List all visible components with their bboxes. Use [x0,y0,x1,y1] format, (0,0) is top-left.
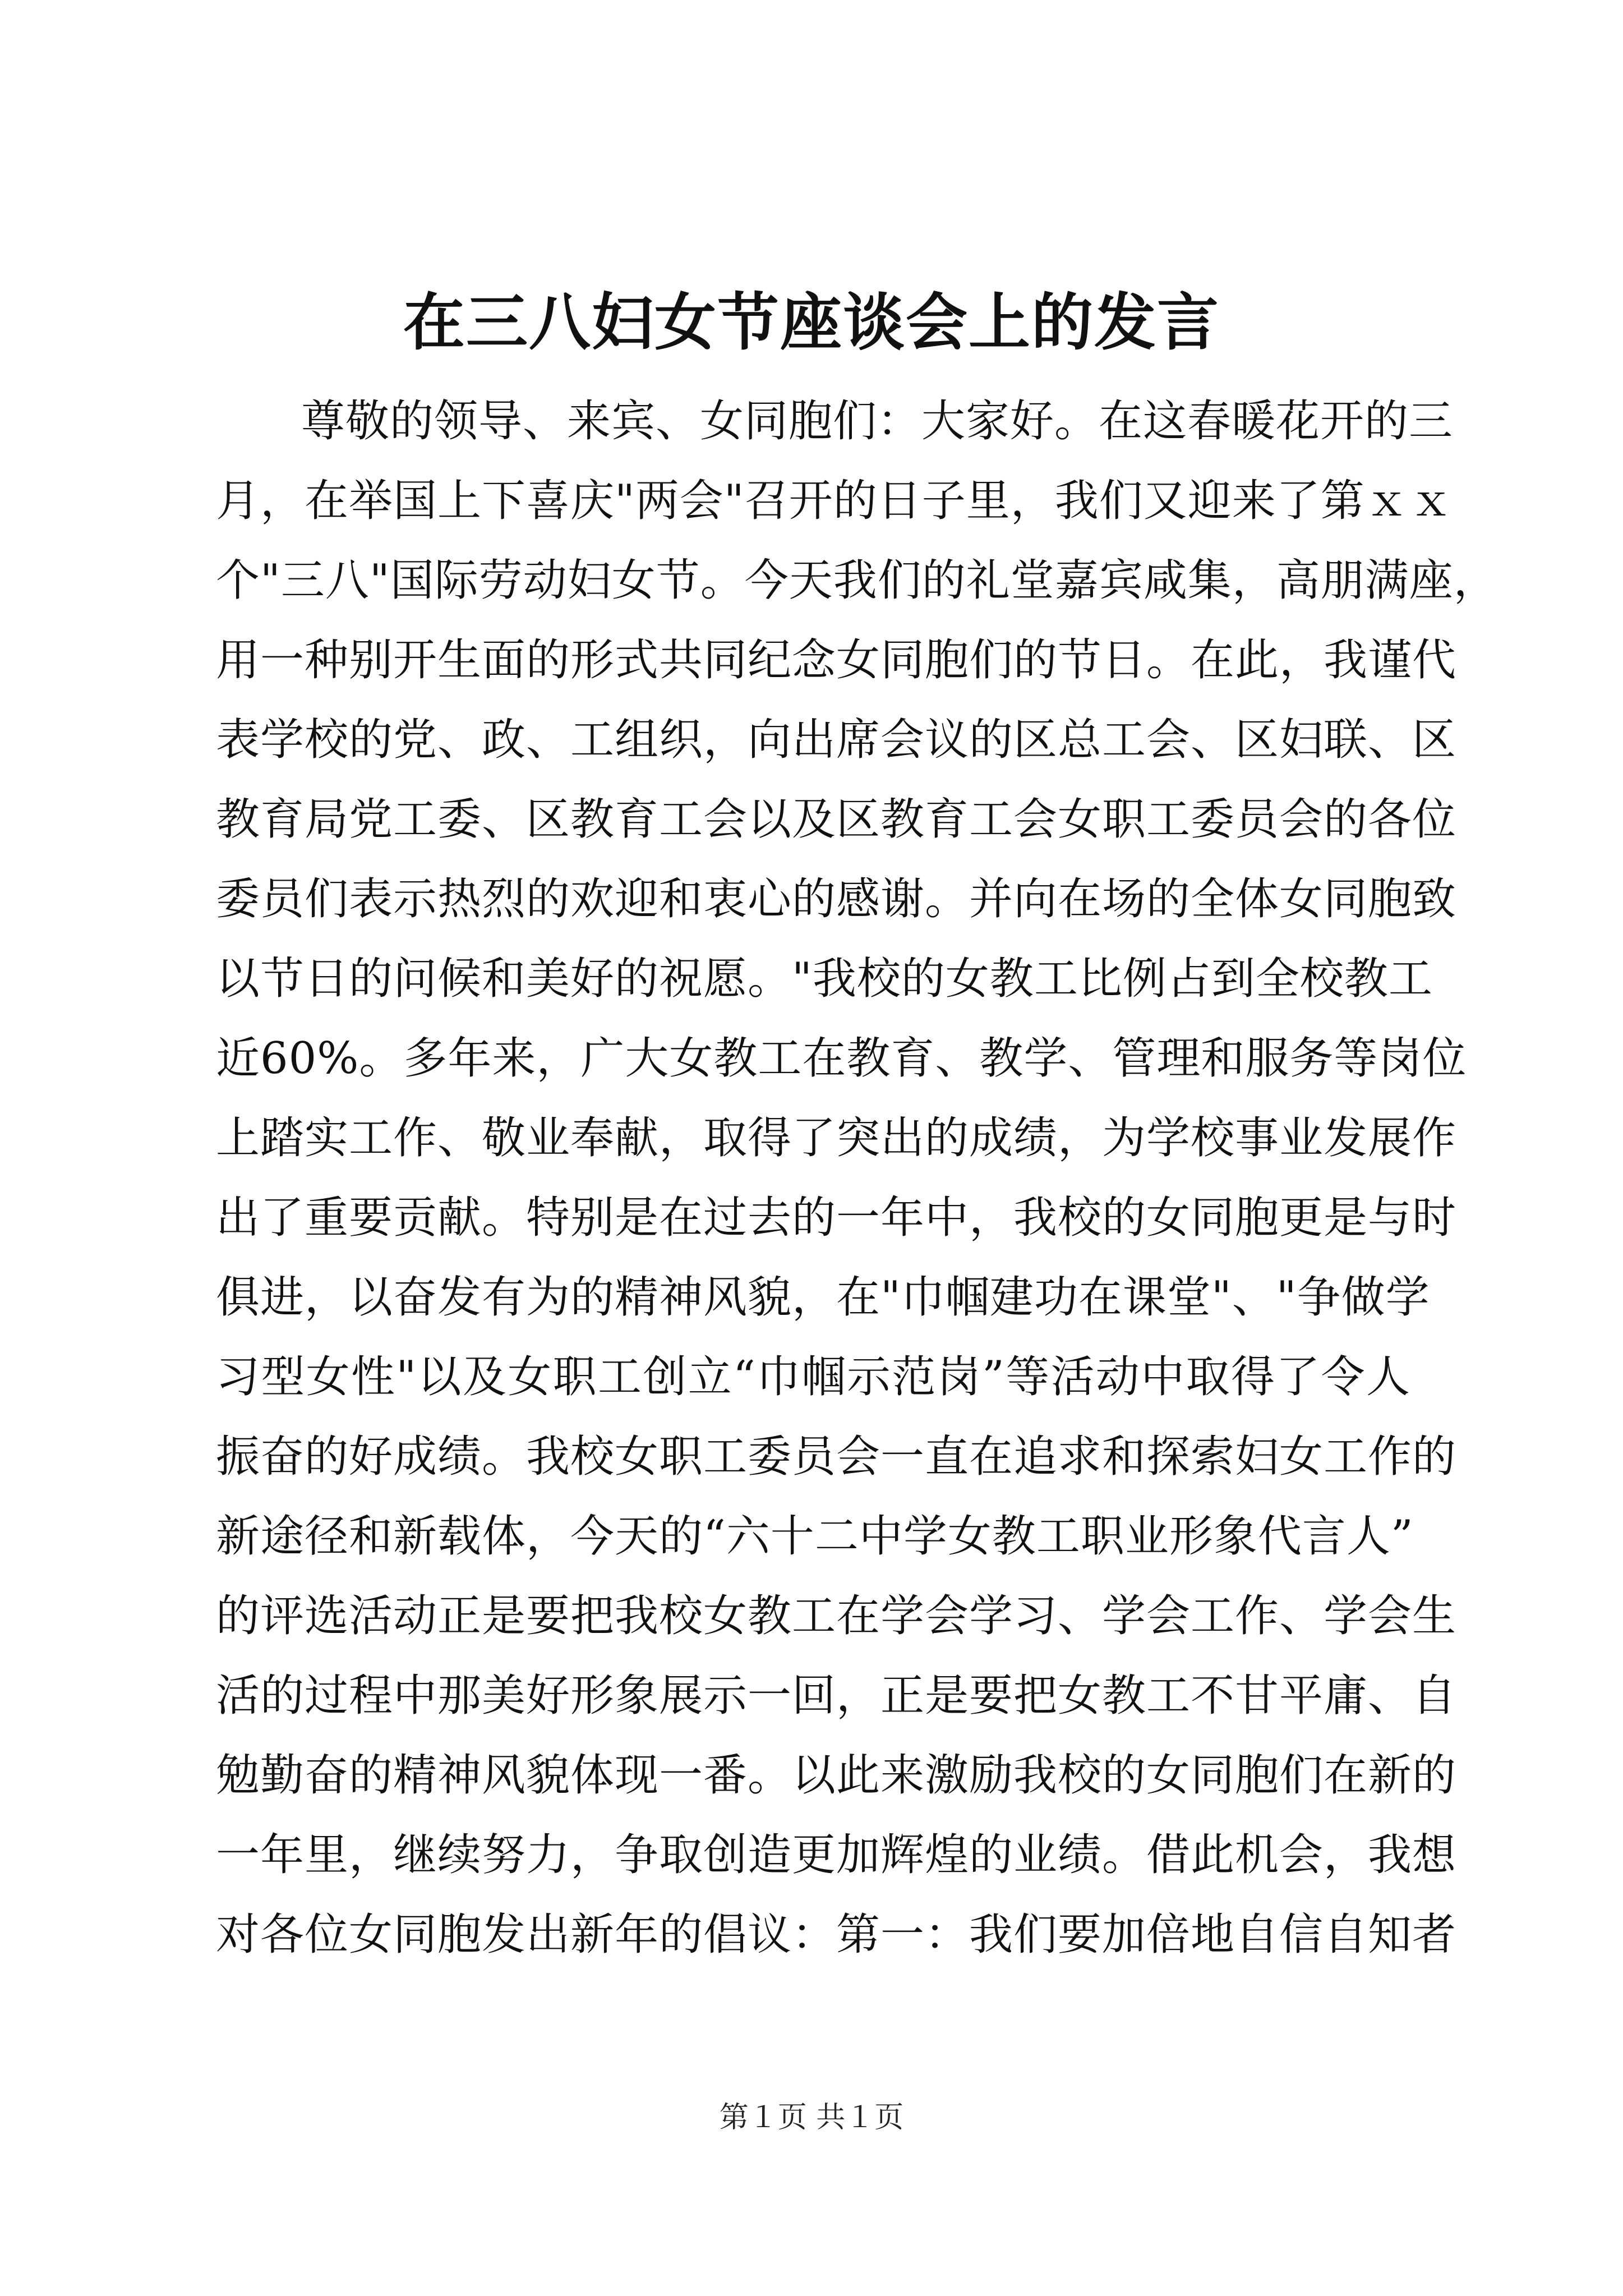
body-line: 勉勤奋的精神风貌体现一番。以此来激励我校的女同胞们在新的 [216,1750,1457,1801]
page-footer: 第１页 共１页 [719,2101,904,2134]
body-line: 振奋的好成绩。我校女职工委员会一直在追求和探索妇女工作的 [216,1432,1457,1482]
body-line: 尊敬的领导、来宾、女同胞们：大家好。在这春暖花开的三 [301,396,1454,447]
body-line: 上踏实工作、敬业奉献，取得了突出的成绩，为学校事业发展作 [216,1113,1457,1163]
body-line: 月，在举国上下喜庆"两会"召开的日子里，我们又迎来了第ｘｘ [216,476,1454,526]
body-line: 出了重要贡献。特别是在过去的一年中，我校的女同胞更是与时 [216,1193,1457,1243]
document-title: 在三八妇女节座谈会上的发言 [403,286,1220,358]
body-line: 个"三八"国际劳动妇女节。今天我们的礼堂嘉宾咸集，高朋满座， [216,555,1498,606]
body-line: 的评选活动正是要把我校女教工在学会学习、学会工作、学会生 [216,1591,1457,1641]
body-line: 习型女性"以及女职工创立“巾帼示范岗”等活动中取得了令人 [216,1352,1410,1402]
body-line: 用一种别开生面的形式共同纪念女同胞们的节日。在此，我谨代 [216,635,1457,685]
body-line: 一年里，继续努力，争取创造更加辉煌的业绩。借此机会，我想 [216,1830,1457,1880]
body-line: 对各位女同胞发出新年的倡议：第一：我们要加倍地自信自知者 [216,1910,1457,1960]
body-line: 俱进，以奋发有为的精神风貌，在"巾帼建功在课堂"、"争做学 [216,1272,1430,1323]
body-line: 教育局党工委、区教育工会以及区教育工会女职工委员会的各位 [216,794,1457,845]
body-line: 以节日的问候和美好的祝愿。"我校的女教工比例占到全校教工 [216,954,1433,1004]
body-line: 委员们表示热烈的欢迎和衷心的感谢。并向在场的全体女同胞致 [216,874,1457,924]
body-line: 活的过程中那美好形象展示一回，正是要把女教工不甘平庸、自 [216,1671,1457,1721]
body-line: 表学校的党、政、工组织，向出席会议的区总工会、区妇联、区 [216,715,1457,765]
body-line: 新途径和新载体，今天的“六十二中学女教工职业形象代言人” [216,1511,1414,1562]
document-body [216,381,1498,1975]
body-line: 近60%。多年来，广大女教工在教育、教学、管理和服务等岗位 [216,1033,1467,1084]
